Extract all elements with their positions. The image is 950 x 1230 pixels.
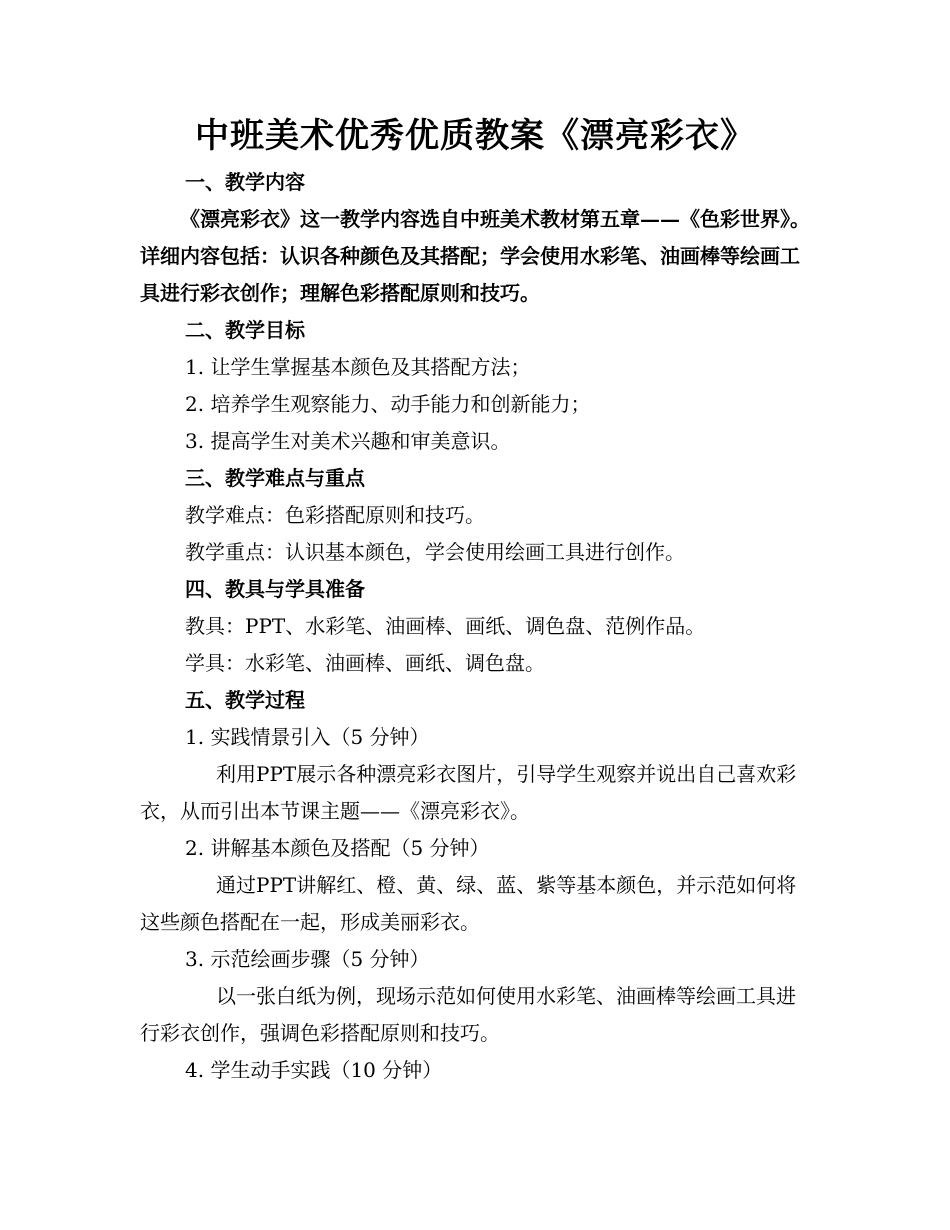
section-heading-materials: 四、教具与学具准备 [185, 577, 365, 601]
section-heading-content: 一、教学内容 [185, 170, 305, 194]
section-heading-difficulty-focus: 三、教学难点与重点 [185, 466, 365, 490]
focus-text: 教学重点：认识基本颜色，学会使用绘画工具进行创作。 [185, 540, 685, 564]
step-label: 2. 讲解基本颜色及搭配（5 分钟） [185, 836, 490, 860]
section-heading-process: 五、教学过程 [185, 688, 305, 712]
goal-item: 3. 提高学生对美术兴趣和审美意识。 [185, 429, 511, 453]
section-content-paragraph: 《漂亮彩衣》这一教学内容选自中班美术教材第五章——《色彩世界》。详细内容包括：认识各种颜色及其搭配；学会使用水彩笔、油画棒等绘画工具进行彩衣创作；理解色彩搭配原则和技巧。 [140, 207, 810, 305]
section-heading-goals: 二、教学目标 [185, 318, 305, 342]
student-materials: 学具：水彩笔、油画棒、画纸、调色盘。 [185, 651, 545, 675]
teacher-materials: 教具：PPT、水彩笔、油画棒、画纸、调色盘、范例作品。 [185, 614, 706, 638]
document-title: 中班美术优秀优质教案《漂亮彩衣》 [195, 116, 755, 156]
step-text: 通过PPT讲解红、橙、黄、绿、蓝、紫等基本颜色，并示范如何将这些颜色搭配在一起，形成美丽彩衣。 [140, 873, 797, 934]
goal-item: 1. 让学生掌握基本颜色及其搭配方法； [185, 355, 531, 379]
step-text: 以一张白纸为例，现场示范如何使用水彩笔、油画棒等绘画工具进行彩衣创作，强调色彩搭配原则和技巧。 [140, 984, 796, 1045]
step-label: 3. 示范绘画步骤（5 分钟） [185, 947, 430, 971]
step-label: 1. 实践情景引入（5 分钟） [185, 725, 430, 749]
goal-item: 2. 培养学生观察能力、动手能力和创新能力； [185, 392, 591, 416]
step-text: 利用PPT展示各种漂亮彩衣图片，引导学生观察并说出自己喜欢彩衣，从而引出本节课主题——《漂亮彩衣》。 [140, 762, 797, 823]
step-label: 4. 学生动手实践（10 分钟） [185, 1058, 443, 1082]
difficulty-text: 教学难点：色彩搭配原则和技巧。 [185, 503, 485, 527]
